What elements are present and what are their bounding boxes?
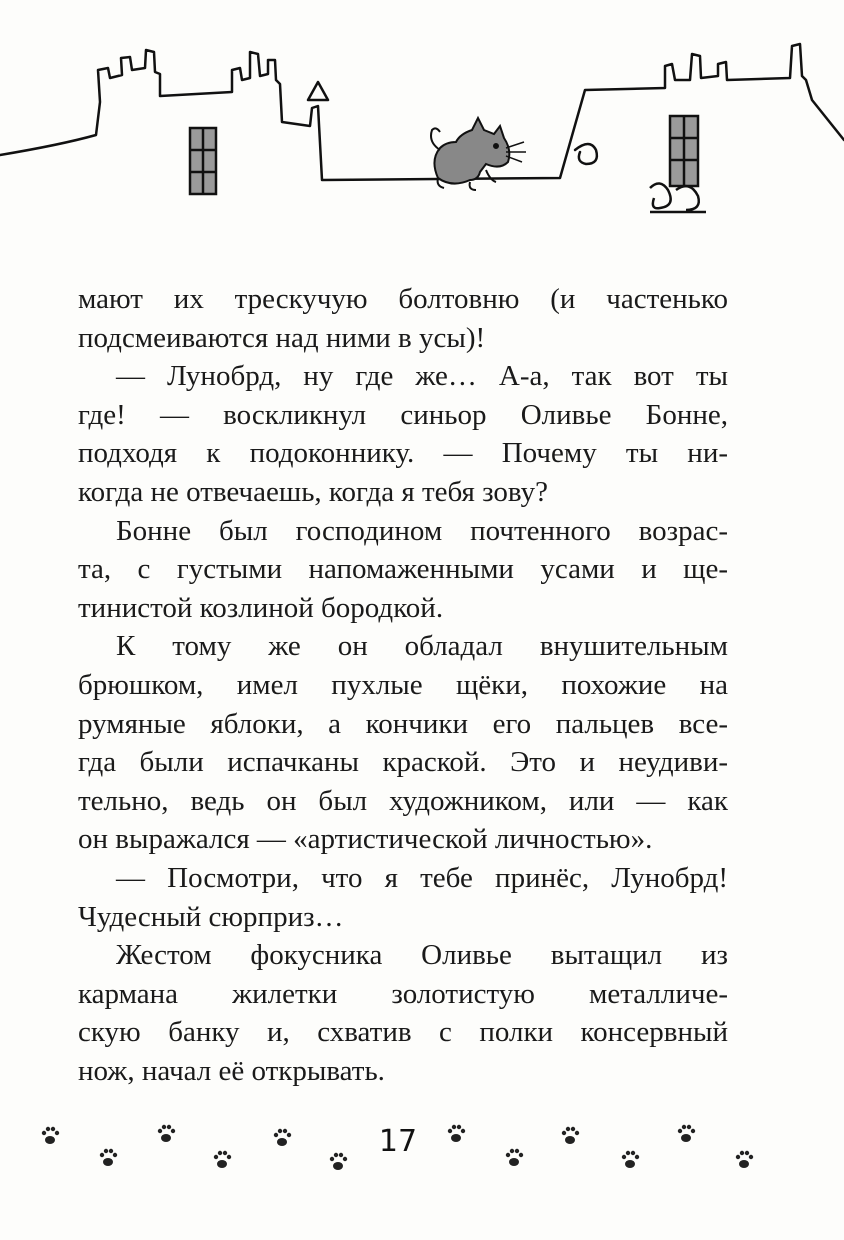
text-line: он выражался — «артистической личностью». bbox=[78, 823, 653, 856]
paw-icon bbox=[678, 1125, 695, 1142]
text-line: — Посмотри, что я тебе принёс, Лунобрд! bbox=[116, 861, 728, 894]
text-line: подходя к подоконнику. — Почему ты ни- bbox=[78, 437, 728, 470]
left-window bbox=[190, 128, 216, 194]
rooftop-cat-illustration bbox=[0, 30, 844, 230]
text-line: Чудесный сюрприз… bbox=[78, 900, 344, 933]
text-line: Бонне был господином почтенного возрас- bbox=[116, 514, 728, 547]
text-line: подсмеиваются над ними в усы)! bbox=[78, 321, 486, 354]
paw-icon bbox=[42, 1127, 59, 1144]
right-window bbox=[650, 116, 706, 212]
text-line: румяные яблоки, а кончики его пальцев все- bbox=[78, 707, 728, 740]
paw-icon bbox=[506, 1149, 523, 1166]
text-line: К тому же он обладал внушительным bbox=[116, 630, 728, 663]
text-line: та, с густыми напомаженными усами и ще- bbox=[78, 553, 728, 586]
text-line: тинистой козлиной бородкой. bbox=[78, 591, 444, 624]
paw-icon bbox=[622, 1151, 639, 1168]
left-roofline bbox=[0, 44, 844, 180]
text-line: — Лунобрд, ну где же… А-а, так вот ты bbox=[116, 360, 728, 393]
text-line: тельно, ведь он был художником, или — как bbox=[78, 784, 728, 817]
paw-icon bbox=[448, 1125, 465, 1142]
paw-icon bbox=[562, 1127, 579, 1144]
paw-icon bbox=[158, 1125, 175, 1142]
paw-print-border bbox=[0, 1110, 844, 1200]
paw-icon bbox=[274, 1129, 291, 1146]
text-line: кармана жилетки золотистую металличе- bbox=[78, 977, 728, 1010]
text-line: когда не отвечаешь, когда я тебя зову? bbox=[78, 475, 548, 508]
text-line: брюшком, имел пухлые щёки, похожие на bbox=[78, 668, 728, 701]
paw-icon bbox=[214, 1151, 231, 1168]
paw-icon bbox=[330, 1153, 347, 1170]
text-line: Жестом фокусника Оливье вытащил из bbox=[116, 939, 728, 972]
paw-icon bbox=[100, 1149, 117, 1166]
text-line: где! — воскликнул синьор Оливье Бонне, bbox=[78, 398, 728, 431]
text-line: мают их трескучую болтовню (и частенько bbox=[78, 283, 728, 315]
text-line: скую банку и, схватив с полки консервный bbox=[78, 1016, 728, 1049]
page-number: 17 bbox=[378, 1124, 418, 1159]
body-text bbox=[78, 280, 728, 1090]
text-line: гда были испачканы краской. Это и неудиви- bbox=[78, 746, 728, 779]
paw-icon bbox=[736, 1151, 753, 1168]
text-line: нож, начал её открывать. bbox=[78, 1054, 385, 1087]
